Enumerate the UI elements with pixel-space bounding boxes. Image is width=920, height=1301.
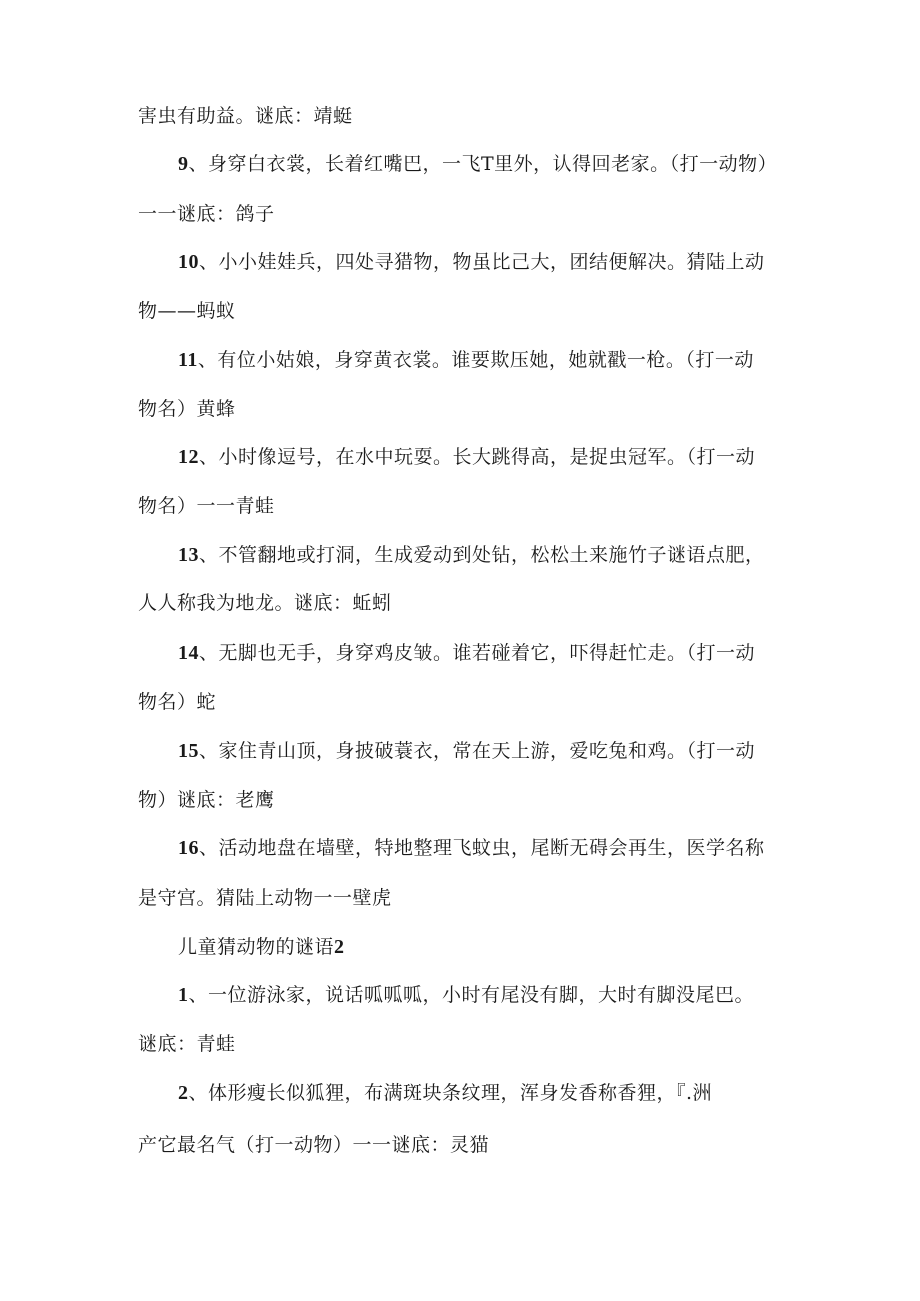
riddle-text: 、不管翻地或打洞，生成爱动到处钻，松松土来施竹子谜语点肥， — [199, 544, 765, 566]
text-line-p0-1: 害虫有助益。谜底：靖蜓 — [138, 105, 353, 127]
riddle-number: 12 — [178, 446, 199, 468]
riddle-text: 、无脚也无手，身穿鸡皮皱。谁若碰着它，吓得赶忙走。（打一动 — [199, 642, 756, 664]
riddle-number: 1 — [178, 984, 189, 1006]
riddle-13-line-1 — [178, 542, 788, 568]
riddle-11-line-2: 物名）黄蜂 — [138, 398, 236, 420]
riddle-14-line-2: 物名）蛇 — [138, 691, 217, 713]
riddle-16-line-1 — [178, 835, 788, 861]
riddle-text: 、身穿白衣裳，长着红嘴巴，一飞T里外，认得回老家。（打一动物） — [188, 153, 778, 175]
heading-text: 儿童猜动物的谜语 — [178, 936, 335, 958]
riddle-16-line-2: 是守宫。猜陆上动物一一壁虎 — [138, 887, 392, 909]
riddle-number: 11 — [178, 349, 198, 371]
riddle-2-2-line-1 — [178, 1080, 788, 1106]
riddle-text: 、小小娃娃兵，四处寻猎物，物虽比己大，团结便解决。猜陆上动 — [199, 251, 765, 273]
riddle-number: 9 — [178, 153, 189, 175]
riddle-text: 、家住青山顶，身披破蓑衣，常在天上游，爱吃兔和鸡。（打一动 — [199, 740, 756, 762]
riddle-14-line-1 — [178, 640, 788, 666]
riddle-13-line-2: 人人称我为地龙。谜底：蚯蚓 — [138, 592, 392, 614]
riddle-number: 16 — [178, 837, 199, 859]
riddle-11-line-1 — [178, 347, 788, 373]
section-heading — [178, 934, 828, 960]
riddle-number: 14 — [178, 642, 199, 664]
riddle-text: 、一位游泳家，说话呱呱呱，小时有尾没有脚，大时有脚没尾巴。 — [188, 984, 755, 1006]
riddle-number: 13 — [178, 544, 199, 566]
riddle-10-line-2: 物——蚂蚁 — [138, 300, 236, 322]
heading-number: 2 — [334, 936, 345, 958]
riddle-12-line-1 — [178, 444, 788, 470]
riddle-15-line-2: 物）谜底：老鹰 — [138, 789, 275, 811]
riddle-text: 、活动地盘在墙壁，特地整理飞蚊虫，尾断无碍会再生，医学名称 — [199, 837, 765, 859]
riddle-2-1-line-1 — [178, 982, 788, 1008]
riddle-9-line-1 — [178, 151, 788, 177]
riddle-number: 10 — [178, 251, 199, 273]
riddle-number: 2 — [178, 1082, 189, 1104]
riddle-text: 、有位小姑娘，身穿黄衣裳。谁要欺压她，她就戳一枪。（打一动 — [197, 349, 754, 371]
riddle-text: 、小时像逗号，在水中玩耍。长大跳得高，是捉虫冠军。（打一动 — [199, 446, 756, 468]
riddle-2-2-line-2: 产它最名气（打一动物）一一谜底：灵猫 — [138, 1134, 490, 1156]
riddle-15-line-1 — [178, 738, 788, 764]
riddle-10-line-1 — [178, 249, 788, 275]
riddle-2-1-line-2: 谜底：青蛙 — [138, 1033, 236, 1055]
riddle-number: 15 — [178, 740, 199, 762]
riddle-9-line-2: 一一谜底：鸽子 — [138, 203, 275, 225]
riddle-text: 、体形瘦长似狐狸，布满斑块条纹理，浑身发香称香狸，『.洲 — [188, 1082, 713, 1104]
riddle-12-line-2: 物名）一一青蛙 — [138, 495, 275, 517]
